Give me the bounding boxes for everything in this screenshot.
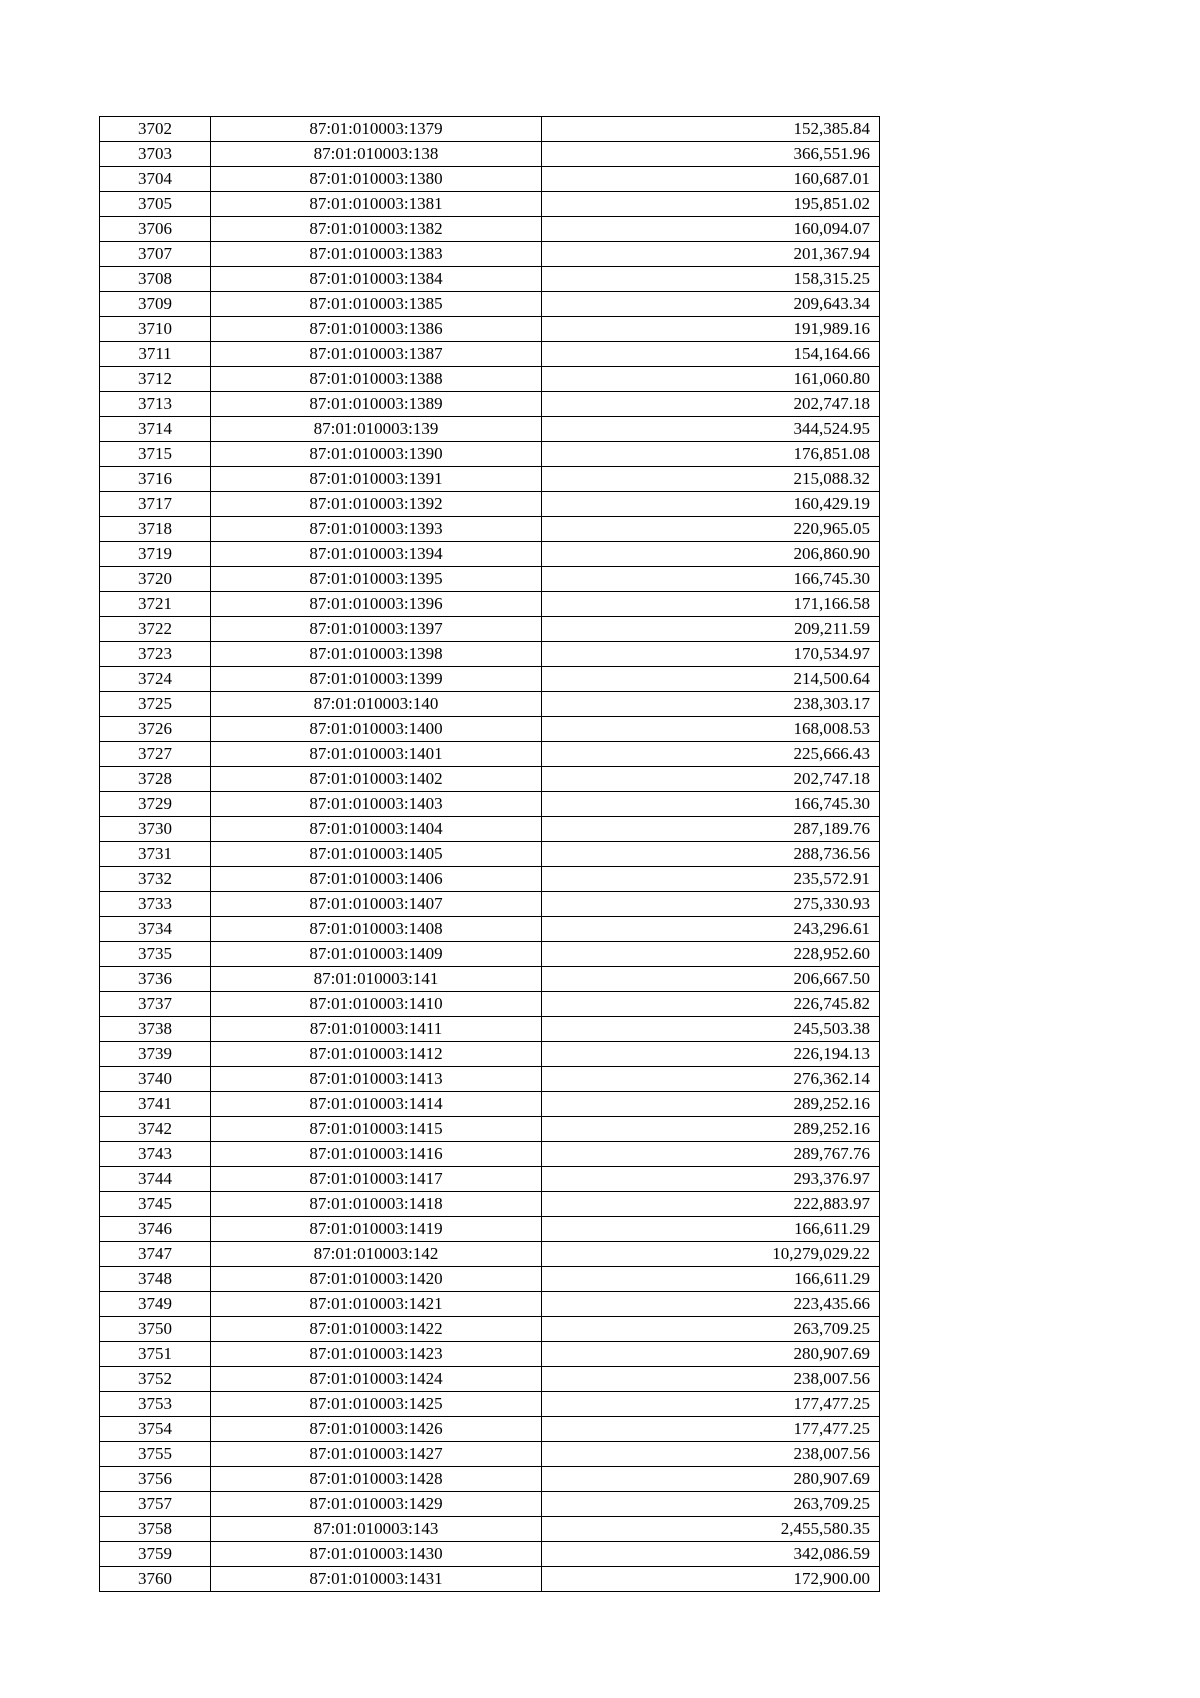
table-row — [100, 517, 880, 542]
cadastral-number-cell: 87:01:010003:1424 — [211, 1367, 542, 1392]
table-row — [100, 1067, 880, 1092]
cadastral-value-cell: 170,534.97 — [542, 642, 880, 667]
cadastral-number-cell: 87:01:010003:1428 — [211, 1467, 542, 1492]
cadastral-value-cell: 238,007.56 — [542, 1442, 880, 1467]
cadastral-value-cell: 214,500.64 — [542, 667, 880, 692]
row-number-cell: 3718 — [100, 517, 211, 542]
cadastral-value-cell: 160,094.07 — [542, 217, 880, 242]
cadastral-number-cell: 87:01:010003:1410 — [211, 992, 542, 1017]
table-row — [100, 1442, 880, 1467]
cadastral-value-cell: 176,851.08 — [542, 442, 880, 467]
cadastral-value-cell: 223,435.66 — [542, 1292, 880, 1317]
row-number-cell: 3736 — [100, 967, 211, 992]
cadastral-value-cell: 177,477.25 — [542, 1417, 880, 1442]
cadastral-value-cell: 201,367.94 — [542, 242, 880, 267]
row-number-cell: 3751 — [100, 1342, 211, 1367]
table-row — [100, 792, 880, 817]
cadastral-value-cell: 226,745.82 — [542, 992, 880, 1017]
row-number-cell: 3757 — [100, 1492, 211, 1517]
table-row — [100, 342, 880, 367]
row-number-cell: 3739 — [100, 1042, 211, 1067]
row-number-cell: 3709 — [100, 292, 211, 317]
row-number-cell: 3748 — [100, 1267, 211, 1292]
cadastral-number-cell: 87:01:010003:1423 — [211, 1342, 542, 1367]
row-number-cell: 3729 — [100, 792, 211, 817]
cadastral-number-cell: 87:01:010003:1420 — [211, 1267, 542, 1292]
row-number-cell: 3744 — [100, 1167, 211, 1192]
table-row — [100, 392, 880, 417]
table-row — [100, 567, 880, 592]
cadastral-number-cell: 87:01:010003:1387 — [211, 342, 542, 367]
table-row — [100, 842, 880, 867]
table-row — [100, 1367, 880, 1392]
cadastral-number-cell: 87:01:010003:143 — [211, 1517, 542, 1542]
cadastral-number-cell: 87:01:010003:1398 — [211, 642, 542, 667]
row-number-cell: 3704 — [100, 167, 211, 192]
cadastral-value-cell: 202,747.18 — [542, 767, 880, 792]
cadastral-number-cell: 87:01:010003:140 — [211, 692, 542, 717]
table-row — [100, 1317, 880, 1342]
row-number-cell: 3705 — [100, 192, 211, 217]
row-number-cell: 3711 — [100, 342, 211, 367]
table-row — [100, 242, 880, 267]
table-row — [100, 492, 880, 517]
row-number-cell: 3727 — [100, 742, 211, 767]
row-number-cell: 3750 — [100, 1317, 211, 1342]
cadastral-value-cell: 225,666.43 — [542, 742, 880, 767]
row-number-cell: 3749 — [100, 1292, 211, 1317]
row-number-cell: 3753 — [100, 1392, 211, 1417]
row-number-cell: 3758 — [100, 1517, 211, 1542]
table-row — [100, 1217, 880, 1242]
row-number-cell: 3719 — [100, 542, 211, 567]
cadastral-number-cell: 87:01:010003:1396 — [211, 592, 542, 617]
cadastral-value-cell: 238,303.17 — [542, 692, 880, 717]
row-number-cell: 3759 — [100, 1542, 211, 1567]
cadastral-number-cell: 87:01:010003:138 — [211, 142, 542, 167]
row-number-cell: 3723 — [100, 642, 211, 667]
table-row — [100, 1267, 880, 1292]
cadastral-value-cell: 366,551.96 — [542, 142, 880, 167]
table-row — [100, 317, 880, 342]
cadastral-value-cell: 168,008.53 — [542, 717, 880, 742]
row-number-cell: 3713 — [100, 392, 211, 417]
row-number-cell: 3740 — [100, 1067, 211, 1092]
cadastral-number-cell: 87:01:010003:1388 — [211, 367, 542, 392]
cadastral-value-cell: 293,376.97 — [542, 1167, 880, 1192]
cadastral-number-cell: 87:01:010003:1415 — [211, 1117, 542, 1142]
cadastral-number-cell: 87:01:010003:1393 — [211, 517, 542, 542]
cadastral-number-cell: 87:01:010003:139 — [211, 417, 542, 442]
cadastral-number-cell: 87:01:010003:1386 — [211, 317, 542, 342]
cadastral-value-cell: 160,429.19 — [542, 492, 880, 517]
cadastral-value-cell: 158,315.25 — [542, 267, 880, 292]
row-number-cell: 3756 — [100, 1467, 211, 1492]
cadastral-value-cell: 166,745.30 — [542, 792, 880, 817]
cadastral-value-cell: 166,745.30 — [542, 567, 880, 592]
cadastral-value-cell: 166,611.29 — [542, 1267, 880, 1292]
cadastral-number-cell: 87:01:010003:1421 — [211, 1292, 542, 1317]
table-row — [100, 617, 880, 642]
cadastral-value-cell: 245,503.38 — [542, 1017, 880, 1042]
table-row — [100, 1292, 880, 1317]
cadastral-number-cell: 87:01:010003:1383 — [211, 242, 542, 267]
cadastral-value-cell: 243,296.61 — [542, 917, 880, 942]
cadastral-value-cell: 344,524.95 — [542, 417, 880, 442]
table-row — [100, 292, 880, 317]
row-number-cell: 3760 — [100, 1567, 211, 1592]
cadastral-number-cell: 87:01:010003:1409 — [211, 942, 542, 967]
table-row — [100, 1092, 880, 1117]
row-number-cell: 3728 — [100, 767, 211, 792]
cadastral-value-cell: 209,643.34 — [542, 292, 880, 317]
row-number-cell: 3710 — [100, 317, 211, 342]
cadastral-number-cell: 87:01:010003:1412 — [211, 1042, 542, 1067]
table-row — [100, 592, 880, 617]
cadastral-value-cell: 160,687.01 — [542, 167, 880, 192]
table-row — [100, 992, 880, 1017]
cadastral-number-cell: 87:01:010003:1416 — [211, 1142, 542, 1167]
cadastral-value-cell: 171,166.58 — [542, 592, 880, 617]
cadastral-value-cell: 263,709.25 — [542, 1492, 880, 1517]
row-number-cell: 3716 — [100, 467, 211, 492]
cadastral-value-cell: 222,883.97 — [542, 1192, 880, 1217]
row-number-cell: 3737 — [100, 992, 211, 1017]
cadastral-value-cell: 152,385.84 — [542, 117, 880, 142]
cadastral-number-cell: 87:01:010003:1406 — [211, 867, 542, 892]
row-number-cell: 3755 — [100, 1442, 211, 1467]
row-number-cell: 3726 — [100, 717, 211, 742]
cadastral-value-cell: 288,736.56 — [542, 842, 880, 867]
table-row — [100, 1142, 880, 1167]
cadastral-number-cell: 87:01:010003:141 — [211, 967, 542, 992]
row-number-cell: 3714 — [100, 417, 211, 442]
cadastral-number-cell: 87:01:010003:1430 — [211, 1542, 542, 1567]
cadastral-value-cell: 161,060.80 — [542, 367, 880, 392]
cadastral-number-cell: 87:01:010003:1395 — [211, 567, 542, 592]
cadastral-number-cell: 87:01:010003:1422 — [211, 1317, 542, 1342]
table-row — [100, 642, 880, 667]
table-row — [100, 667, 880, 692]
cadastral-value-cell: 226,194.13 — [542, 1042, 880, 1067]
cadastral-value-cell: 263,709.25 — [542, 1317, 880, 1342]
cadastral-number-cell: 87:01:010003:1405 — [211, 842, 542, 867]
cadastral-value-cell: 235,572.91 — [542, 867, 880, 892]
cadastral-value-cell: 209,211.59 — [542, 617, 880, 642]
cadastral-number-cell: 87:01:010003:1390 — [211, 442, 542, 467]
cadastral-value-cell: 177,477.25 — [542, 1392, 880, 1417]
row-number-cell: 3747 — [100, 1242, 211, 1267]
table-row — [100, 117, 880, 142]
table-row — [100, 767, 880, 792]
row-number-cell: 3746 — [100, 1217, 211, 1242]
table-body — [100, 117, 880, 1592]
cadastral-value-cell: 10,279,029.22 — [542, 1242, 880, 1267]
table-row — [100, 942, 880, 967]
cadastral-number-cell: 87:01:010003:142 — [211, 1242, 542, 1267]
cadastral-value-cell: 238,007.56 — [542, 1367, 880, 1392]
cadastral-value-cell: 342,086.59 — [542, 1542, 880, 1567]
table-row — [100, 892, 880, 917]
cadastral-value-cell: 172,900.00 — [542, 1567, 880, 1592]
row-number-cell: 3715 — [100, 442, 211, 467]
cadastral-value-cell: 206,667.50 — [542, 967, 880, 992]
cadastral-number-cell: 87:01:010003:1414 — [211, 1092, 542, 1117]
cadastral-value-cell: 154,164.66 — [542, 342, 880, 367]
cadastral-number-cell: 87:01:010003:1429 — [211, 1492, 542, 1517]
cadastral-number-cell: 87:01:010003:1417 — [211, 1167, 542, 1192]
row-number-cell: 3730 — [100, 817, 211, 842]
cadastral-value-cell: 289,252.16 — [542, 1117, 880, 1142]
row-number-cell: 3707 — [100, 242, 211, 267]
cadastral-number-cell: 87:01:010003:1426 — [211, 1417, 542, 1442]
table-row — [100, 1192, 880, 1217]
cadastral-value-cell: 228,952.60 — [542, 942, 880, 967]
table-row — [100, 1117, 880, 1142]
cadastral-number-cell: 87:01:010003:1384 — [211, 267, 542, 292]
cadastral-value-cell: 202,747.18 — [542, 392, 880, 417]
table-row — [100, 1492, 880, 1517]
row-number-cell: 3721 — [100, 592, 211, 617]
row-number-cell: 3732 — [100, 867, 211, 892]
cadastral-value-cell: 289,767.76 — [542, 1142, 880, 1167]
cadastral-number-cell: 87:01:010003:1407 — [211, 892, 542, 917]
cadastral-number-cell: 87:01:010003:1391 — [211, 467, 542, 492]
cadastral-value-cell: 275,330.93 — [542, 892, 880, 917]
table-row — [100, 1167, 880, 1192]
cadastral-number-cell: 87:01:010003:1408 — [211, 917, 542, 942]
cadastral-value-cell: 215,088.32 — [542, 467, 880, 492]
cadastral-value-cell: 206,860.90 — [542, 542, 880, 567]
row-number-cell: 3743 — [100, 1142, 211, 1167]
cadastral-number-cell: 87:01:010003:1382 — [211, 217, 542, 242]
table-row — [100, 1517, 880, 1542]
table-row — [100, 967, 880, 992]
table-row — [100, 1242, 880, 1267]
row-number-cell: 3745 — [100, 1192, 211, 1217]
table-row — [100, 442, 880, 467]
table-row — [100, 1342, 880, 1367]
table-row — [100, 717, 880, 742]
table-row — [100, 1467, 880, 1492]
table-row — [100, 1042, 880, 1067]
cadastral-value-cell: 280,907.69 — [542, 1467, 880, 1492]
table-row — [100, 467, 880, 492]
cadastral-number-cell: 87:01:010003:1401 — [211, 742, 542, 767]
cadastral-value-cell: 166,611.29 — [542, 1217, 880, 1242]
cadastral-number-cell: 87:01:010003:1379 — [211, 117, 542, 142]
table-row — [100, 742, 880, 767]
cadastral-number-cell: 87:01:010003:1394 — [211, 542, 542, 567]
cadastral-number-cell: 87:01:010003:1397 — [211, 617, 542, 642]
table-row — [100, 692, 880, 717]
row-number-cell: 3720 — [100, 567, 211, 592]
row-number-cell: 3731 — [100, 842, 211, 867]
cadastral-number-cell: 87:01:010003:1380 — [211, 167, 542, 192]
row-number-cell: 3754 — [100, 1417, 211, 1442]
cadastral-number-cell: 87:01:010003:1427 — [211, 1442, 542, 1467]
table-row — [100, 417, 880, 442]
row-number-cell: 3702 — [100, 117, 211, 142]
cadastral-number-cell: 87:01:010003:1419 — [211, 1217, 542, 1242]
cadastral-number-cell: 87:01:010003:1411 — [211, 1017, 542, 1042]
row-number-cell: 3717 — [100, 492, 211, 517]
cadastral-value-cell: 195,851.02 — [542, 192, 880, 217]
cadastral-number-cell: 87:01:010003:1425 — [211, 1392, 542, 1417]
table-row — [100, 1567, 880, 1592]
row-number-cell: 3708 — [100, 267, 211, 292]
cadastral-value-cell: 191,989.16 — [542, 317, 880, 342]
table-row — [100, 917, 880, 942]
cadastral-value-table — [99, 116, 880, 1592]
table-row — [100, 817, 880, 842]
table-row — [100, 1017, 880, 1042]
table-row — [100, 1417, 880, 1442]
row-number-cell: 3706 — [100, 217, 211, 242]
row-number-cell: 3724 — [100, 667, 211, 692]
cadastral-value-cell: 287,189.76 — [542, 817, 880, 842]
cadastral-number-cell: 87:01:010003:1404 — [211, 817, 542, 842]
row-number-cell: 3738 — [100, 1017, 211, 1042]
cadastral-number-cell: 87:01:010003:1402 — [211, 767, 542, 792]
cadastral-number-cell: 87:01:010003:1399 — [211, 667, 542, 692]
cadastral-value-cell: 280,907.69 — [542, 1342, 880, 1367]
row-number-cell: 3752 — [100, 1367, 211, 1392]
table-row — [100, 167, 880, 192]
cadastral-number-cell: 87:01:010003:1403 — [211, 792, 542, 817]
cadastral-number-cell: 87:01:010003:1389 — [211, 392, 542, 417]
row-number-cell: 3734 — [100, 917, 211, 942]
row-number-cell: 3722 — [100, 617, 211, 642]
table-row — [100, 192, 880, 217]
table-row — [100, 1542, 880, 1567]
row-number-cell: 3741 — [100, 1092, 211, 1117]
cadastral-number-cell: 87:01:010003:1431 — [211, 1567, 542, 1592]
cadastral-number-cell: 87:01:010003:1392 — [211, 492, 542, 517]
row-number-cell: 3703 — [100, 142, 211, 167]
row-number-cell: 3712 — [100, 367, 211, 392]
table-row — [100, 367, 880, 392]
cadastral-number-cell: 87:01:010003:1381 — [211, 192, 542, 217]
cadastral-value-cell: 2,455,580.35 — [542, 1517, 880, 1542]
table-row — [100, 867, 880, 892]
row-number-cell: 3735 — [100, 942, 211, 967]
table-row — [100, 1392, 880, 1417]
cadastral-value-cell: 276,362.14 — [542, 1067, 880, 1092]
cadastral-number-cell: 87:01:010003:1413 — [211, 1067, 542, 1092]
cadastral-number-cell: 87:01:010003:1400 — [211, 717, 542, 742]
table-row — [100, 542, 880, 567]
table-row — [100, 217, 880, 242]
table-row — [100, 267, 880, 292]
cadastral-value-cell: 220,965.05 — [542, 517, 880, 542]
row-number-cell: 3733 — [100, 892, 211, 917]
cadastral-number-cell: 87:01:010003:1385 — [211, 292, 542, 317]
cadastral-number-cell: 87:01:010003:1418 — [211, 1192, 542, 1217]
row-number-cell: 3725 — [100, 692, 211, 717]
cadastral-value-cell: 289,252.16 — [542, 1092, 880, 1117]
row-number-cell: 3742 — [100, 1117, 211, 1142]
table-row — [100, 142, 880, 167]
